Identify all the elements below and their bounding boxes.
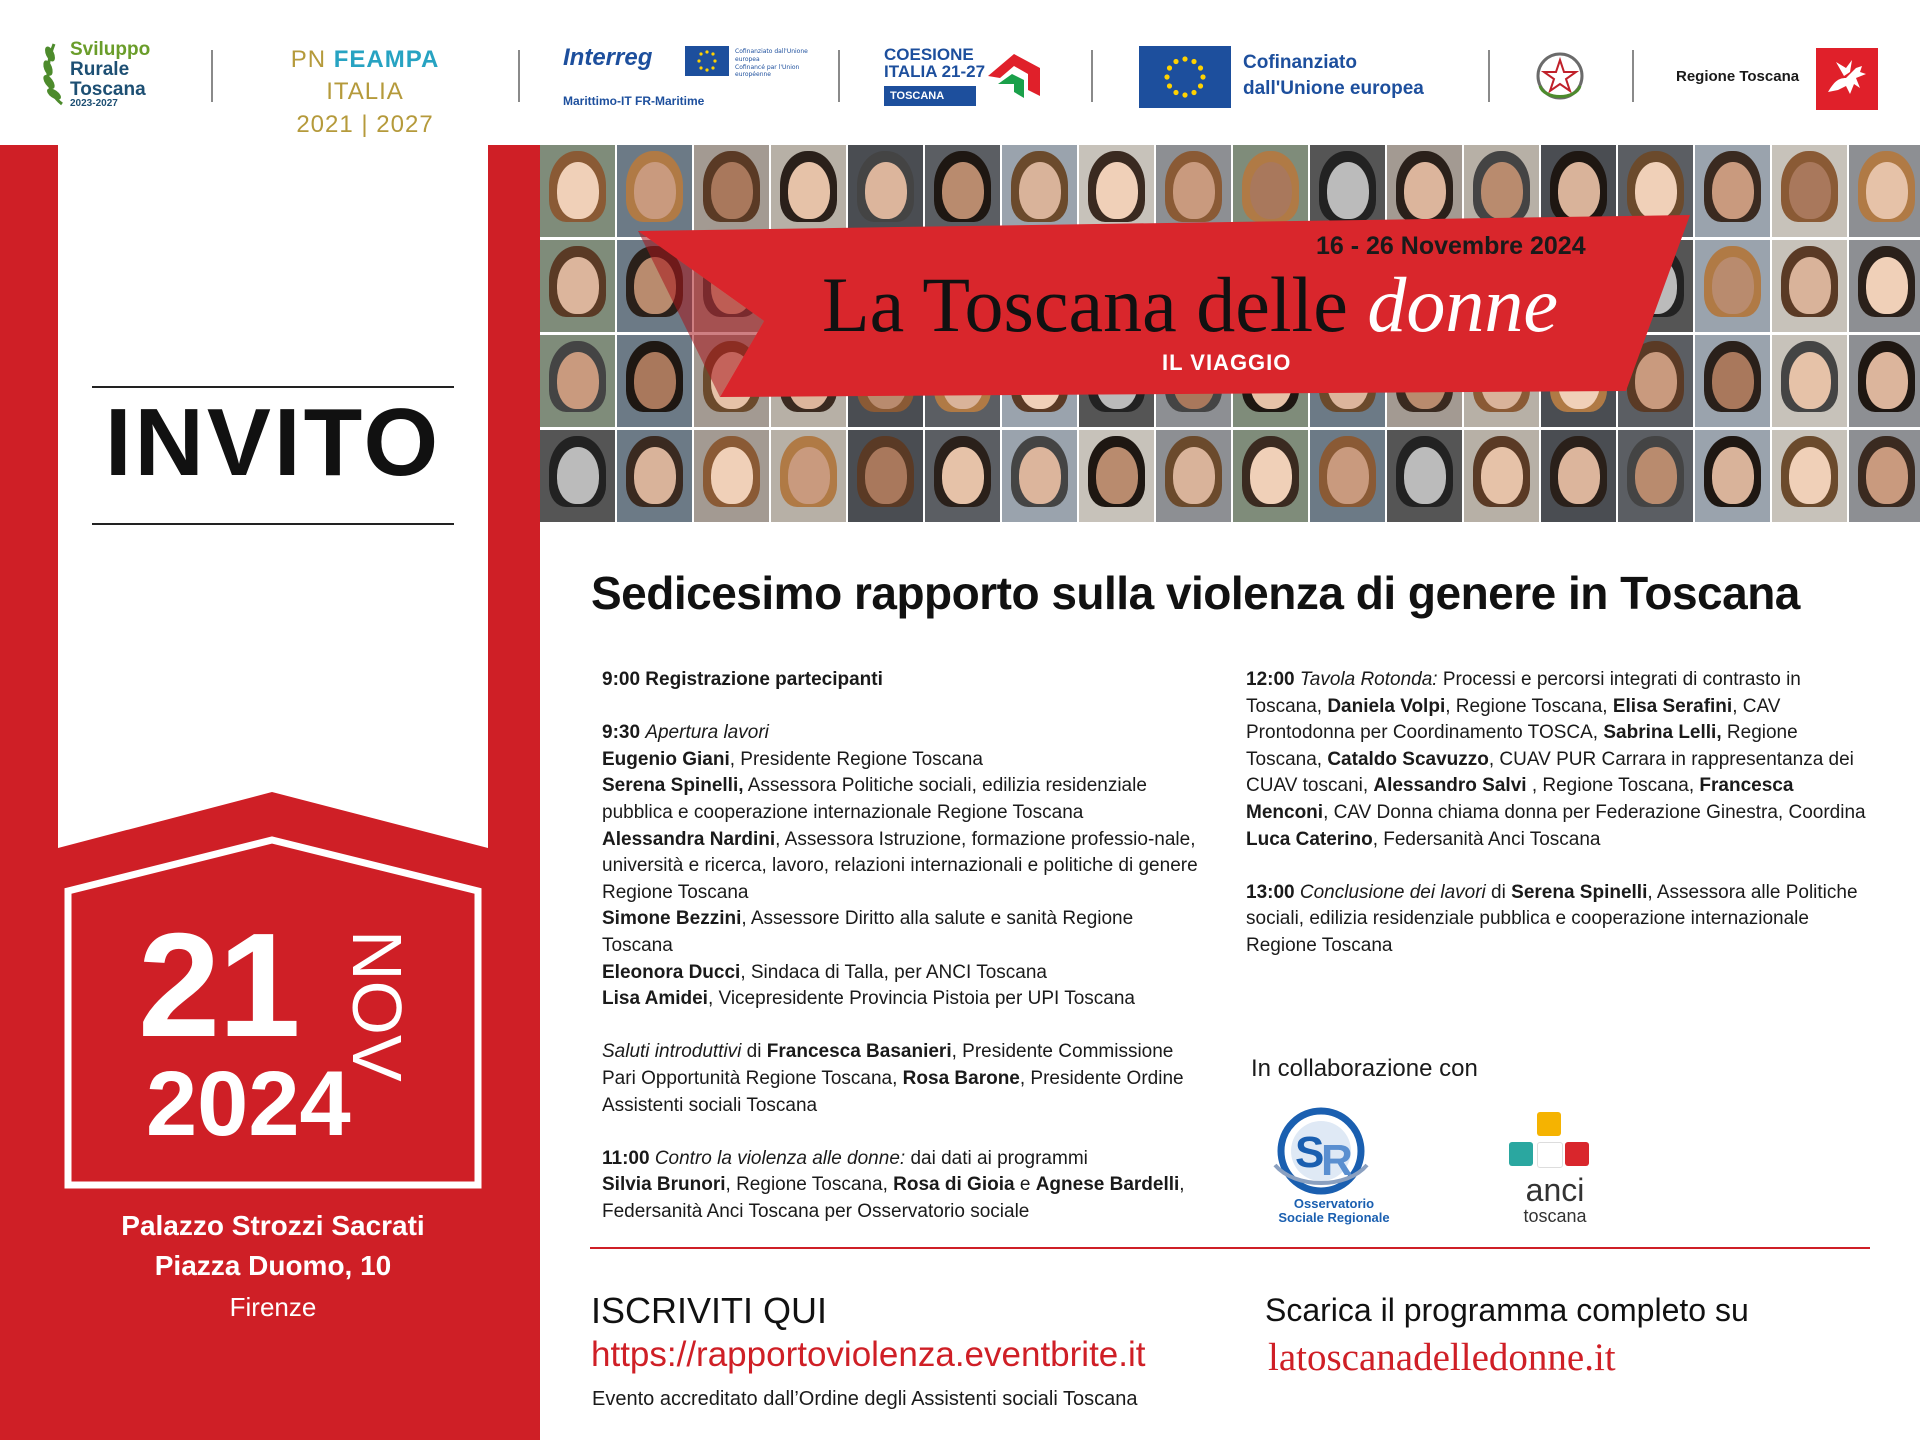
program-download-link[interactable]: latoscanadelledonne.it	[1268, 1336, 1616, 1379]
svg-text:R: R	[1321, 1136, 1353, 1185]
pegasus-icon	[1816, 48, 1878, 110]
feampa-logo	[250, 44, 480, 141]
anci-red-square	[1565, 1142, 1589, 1166]
event-dates: 16 - 26 Novembre 2024	[1316, 232, 1586, 260]
logo-separator	[1488, 50, 1490, 102]
osservatorio-logo	[1255, 1105, 1395, 1225]
coesione-logo	[884, 46, 1054, 106]
eu-line2: dall'Unione europea	[1243, 77, 1424, 99]
anci-yellow-square	[1537, 1112, 1561, 1136]
invito-bottom-rule	[92, 523, 454, 525]
footer-divider	[590, 1247, 1870, 1249]
registration-label: ISCRIVITI QUI	[591, 1290, 828, 1331]
logo-separator	[838, 50, 840, 102]
date-year: 2024	[146, 1053, 351, 1155]
interreg-eu-note-1: Cofinanziato dall'Unione europea	[735, 48, 808, 63]
italian-emblem-icon	[1530, 46, 1590, 108]
interreg-eu-note-2: Cofinancé par l'Union européenne	[735, 63, 800, 79]
anci-sub: toscana	[1523, 1206, 1587, 1226]
program-left-column	[602, 667, 1208, 1252]
osr-line2: Sociale Regionale	[1278, 1210, 1390, 1226]
sr-line2: Rurale	[70, 58, 130, 80]
invito-top-rule	[92, 386, 454, 388]
regione-toscana-name: Regione Toscana	[1676, 68, 1800, 85]
program-left-item: 11:00 Contro la violenza alle donne: dai dati ai programmi Silvia Brunori, Regione Toscana, Rosa di Gioia e Agnese Bardelli, Federsanità Anci Toscana per Osservatorio sociale	[602, 1147, 1185, 1222]
logo-separator	[518, 50, 520, 102]
osr-emblem-icon	[1255, 1105, 1395, 1201]
program-right-item: 12:00 Tavola Rotonda: Processi e percorsi integrati di contrasto in Toscana, Daniela Volpi, Regione Toscana, Elisa Serafini, CAV Prontodonna per Coordinamento TOSCA, Sabrina Lelli, Regione Toscana, Cataldo Scavuzzo, CUAV PUR Carrara in rappresentanza dei CUAV toscani, Alessandro Salvi , Regione Toscana, Francesca Menconi, CAV Donna chiama donna per Federazione Ginestra, Coordina Luca Caterino, Federsanità Anci Toscana	[1246, 669, 1866, 850]
osr-line1: Osservatorio	[1293, 1196, 1375, 1211]
program-left-item: 9:00 Registrazione partecipanti	[602, 669, 883, 690]
wreath-icon	[40, 40, 70, 106]
feampa-years: 2021 | 2027	[296, 110, 434, 138]
venue-name: Palazzo Strozzi Sacrati	[121, 1210, 425, 1241]
event-subtitle: IL VIAGGIO	[1162, 350, 1292, 375]
sr-line3: Toscana	[70, 78, 146, 100]
sviluppo-rurale-logo	[40, 40, 170, 110]
download-label: Scarica il programma completo su	[1265, 1292, 1749, 1328]
svg-text:S: S	[1295, 1128, 1325, 1177]
coesione-line2: ITALIA 21-27	[884, 62, 986, 81]
logo-separator	[211, 50, 213, 102]
event-title	[822, 261, 1558, 348]
feampa-prefix: PN	[290, 46, 327, 73]
date-month: NOV	[338, 930, 416, 1082]
feampa-suffix: ITALIA	[326, 78, 404, 106]
interreg-program: Marittimo-IT FR-Maritime	[563, 94, 705, 108]
logo-separator	[1091, 50, 1093, 102]
sr-years: 2023-2027	[70, 98, 118, 110]
eu-line1: Cofinanziato	[1243, 52, 1357, 73]
collaboration-label: In collaborazione con	[1251, 1055, 1478, 1082]
event-title-italic: donne	[1367, 261, 1558, 348]
page-title: Sedicesimo rapporto sulla violenza di genere in Toscana	[591, 567, 1800, 619]
accreditation-note: Evento accreditato dall’Ordine degli Assistenti sociali Toscana	[592, 1388, 1138, 1410]
program-left-item: Saluti introduttivi di Francesca Basanieri, Presidente Commissione Pari Opportunità Regione Toscana, Rosa Barone, Presidente Ordine Assistenti sociali Toscana	[602, 1041, 1184, 1116]
anci-white-square	[1537, 1142, 1563, 1168]
program-right-item: 13:00 Conclusione dei lavori di Serena Spinelli, Assessora alle Politiche sociali, edilizia residenziale pubblica e cooperazione internazionale Regione Toscana	[1246, 881, 1858, 956]
program-left-item: 9:30 Apertura lavori Eugenio Giani, Presidente Regione Toscana Serena Spinelli, Assessora Politiche sociali, edilizia residenziale pubblica e cooperazione internazionale Regione Toscana Alessandra Nardini, Assessora Istruzione, formazione professio-nale, università e ricerca, lavoro, relazioni internazionali e politiche di genere Regione Toscana Simone Bezzini, Assessore Diritto alla salute e sanità Regione Toscana Eleonora Ducci, Sindaca di Talla, per ANCI Toscana Lisa Amidei, Vicepresidente Provincia Pistoia per UPI Toscana	[602, 722, 1198, 1010]
program-right-column	[1246, 667, 1866, 986]
logo-separator	[1632, 50, 1634, 102]
coesione-line1: COESIONE	[884, 45, 974, 64]
interreg-logo	[563, 44, 808, 114]
venue-city: Firenze	[229, 1292, 317, 1322]
sr-line1: Sviluppo	[70, 39, 151, 60]
eu-flag-icon	[685, 46, 729, 76]
interreg-name: Interreg	[563, 44, 653, 71]
venue-address: Piazza Duomo, 10	[154, 1250, 392, 1281]
registration-link[interactable]: https://rapportoviolenza.eventbrite.it	[591, 1335, 1146, 1374]
anci-teal-square	[1509, 1142, 1533, 1166]
date-day: 21	[138, 903, 299, 1068]
eu-flag-icon	[1139, 46, 1231, 108]
logo-bar	[0, 0, 1920, 145]
feampa-highlight: FEAMPA	[333, 46, 440, 73]
coesione-tag: TOSCANA	[884, 86, 976, 106]
coesione-arrows-icon	[984, 46, 1050, 102]
invito-label: INVITO	[104, 389, 442, 496]
eu-logo	[1139, 46, 1439, 110]
anci-word: anci	[1525, 1172, 1585, 1208]
anci-toscana-logo	[1505, 1112, 1605, 1226]
event-title-main: La Toscana delle	[822, 261, 1368, 348]
